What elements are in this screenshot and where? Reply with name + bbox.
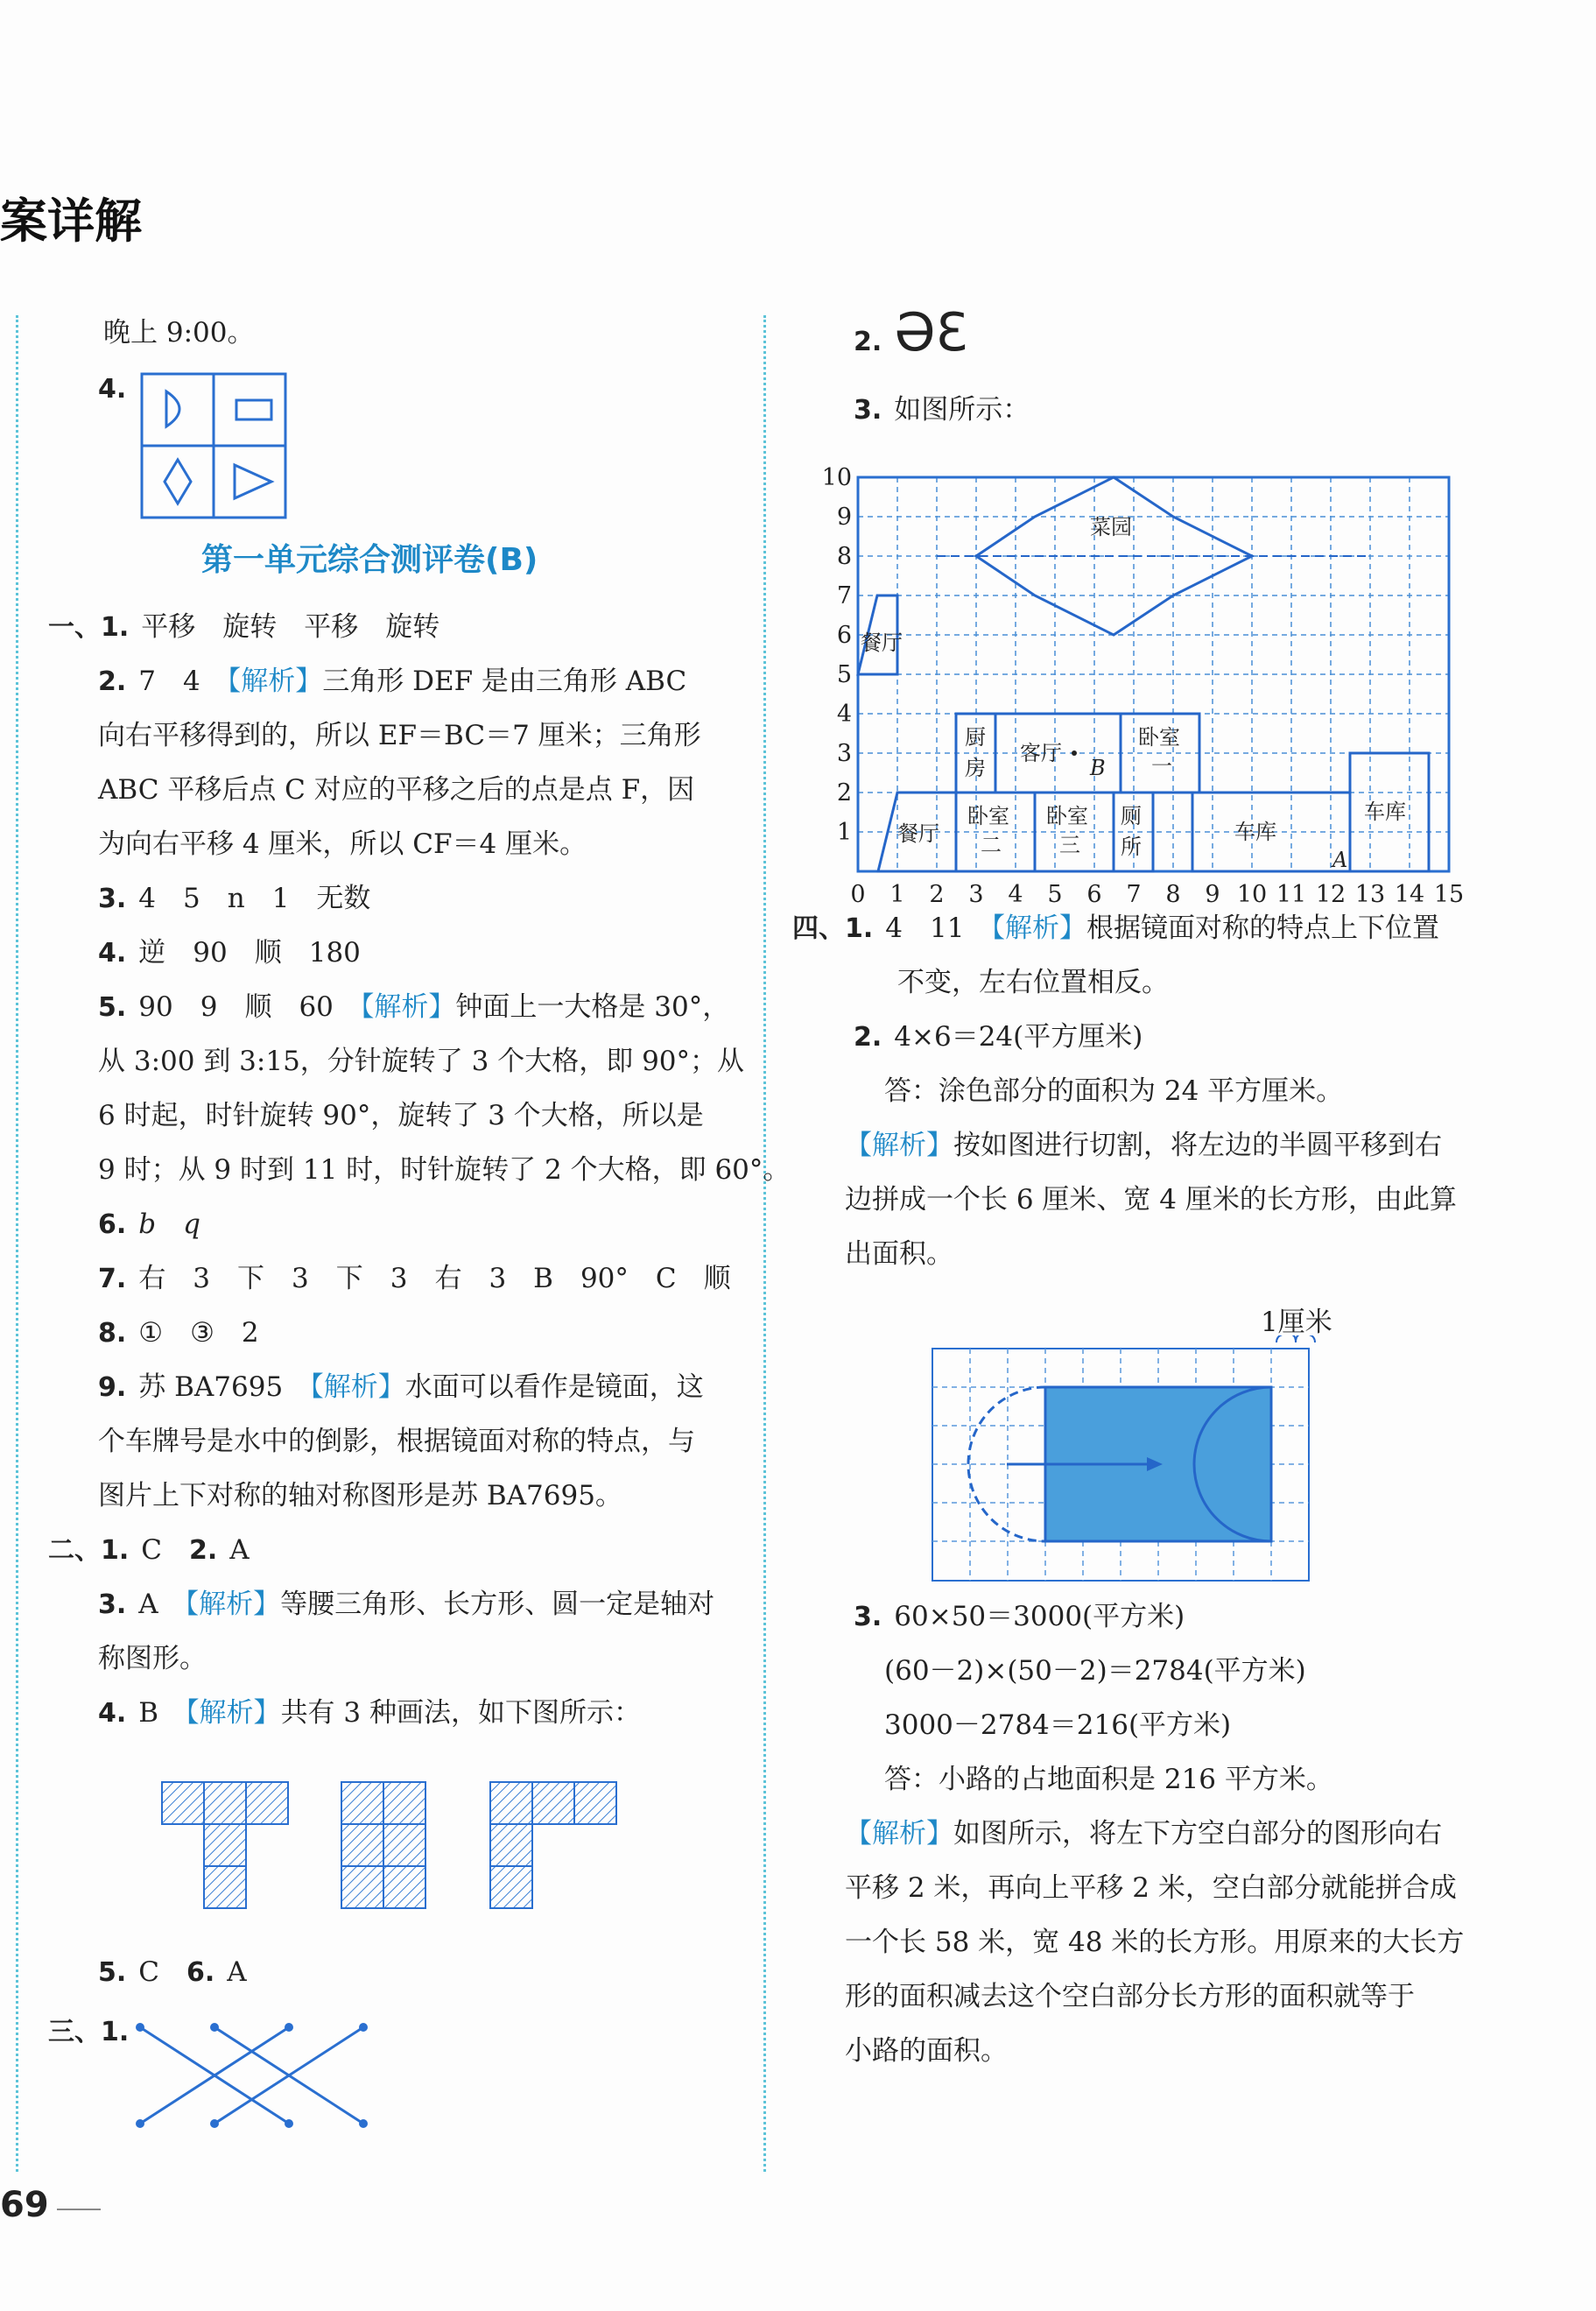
analysis-tag: 【解析】 xyxy=(845,1818,953,1850)
answer-line: (60－2)×(50－2)＝2784(平方米) xyxy=(884,1655,1306,1687)
answer-text: A xyxy=(138,1589,186,1620)
room-label: 卧室 xyxy=(1138,725,1180,750)
explanation-text: 三角形 DEF 是由三角形 ABC xyxy=(322,666,687,697)
question-number: 三、1. xyxy=(48,2017,130,2047)
answer-text: 逆 90 顺 180 xyxy=(138,937,361,969)
room-label: 厨 xyxy=(965,725,986,750)
answer-text: 60×50＝3000(平方米) xyxy=(894,1601,1185,1632)
question-number: 4. xyxy=(98,1698,127,1729)
diamond-icon xyxy=(165,460,191,504)
floor-plan-grid xyxy=(810,460,1475,915)
answer-line: 答：小路的占地面积是 216 平方米。 xyxy=(884,1764,1333,1795)
explanation-line: 6 时起，时针旋转 90°，旋转了 3 个大格，所以是 xyxy=(98,1100,704,1131)
answer-text: C xyxy=(138,1956,187,1988)
explanation-line: 出面积。 xyxy=(845,1238,953,1270)
room-label: 卧室 xyxy=(967,804,1009,828)
point-b-dot xyxy=(1072,750,1077,756)
room-label: 车库 xyxy=(1364,800,1406,824)
room-label: 所 xyxy=(1121,835,1142,859)
three-drawings-figure xyxy=(158,1778,622,1918)
question-number: 四、1. xyxy=(792,913,874,944)
explanation-line: 不变，左右位置相反。 xyxy=(897,967,1169,998)
question-number: 2. xyxy=(98,666,127,697)
answer-text: A xyxy=(229,1534,250,1566)
explanation-line: 一个长 58 米，宽 48 米的长方形。用原来的大长方 xyxy=(845,1927,1465,1958)
explanation-line: 称图形。 xyxy=(98,1643,207,1674)
y-tick-label: 4 xyxy=(836,701,852,728)
y-tick-label: 3 xyxy=(836,740,852,767)
room-label: 厕 xyxy=(1121,804,1142,828)
explanation-text: 水面可以看作是镜面，这 xyxy=(404,1371,704,1403)
x-tick-label: 14 xyxy=(1394,881,1425,908)
question-number: 一、1. xyxy=(48,612,130,643)
question-number: 2. xyxy=(854,1022,882,1053)
triangle-icon xyxy=(235,465,271,498)
room-label: 餐厅 xyxy=(897,821,939,846)
column-divider-middle xyxy=(763,315,766,2172)
x-tick-label: 12 xyxy=(1315,881,1346,908)
y-tick-label: 9 xyxy=(836,504,852,531)
answer-text: C xyxy=(141,1534,190,1566)
room-label: 房 xyxy=(965,756,986,780)
semicircle-translation-figure xyxy=(928,1335,1322,1589)
analysis-tag: 【解析】 xyxy=(845,1130,953,1161)
x-tick-label: 1 xyxy=(889,881,905,908)
answer-text: A xyxy=(227,1956,247,1988)
x-tick-label: 0 xyxy=(850,881,866,908)
explanation-line: 为向右平移 4 厘米，所以 CF＝4 厘米。 xyxy=(98,828,587,860)
question-number: 7. xyxy=(98,1264,127,1294)
x-tick-label: 13 xyxy=(1354,881,1386,908)
room-label: 车库 xyxy=(1234,820,1276,844)
scale-label: 1厘米 xyxy=(1261,1307,1332,1338)
answer-text: 右 3 下 3 下 3 右 3 B 90° C 顺 xyxy=(138,1263,731,1294)
explanation-line: 从 3:00 到 3:15，分针旋转了 3 个大格，即 90°；从 xyxy=(98,1046,745,1077)
question-number: 2. xyxy=(189,1535,218,1566)
mirror-letters: ƏƐ xyxy=(894,302,968,363)
question-number: 3. xyxy=(854,395,882,426)
room-label: 菜园 xyxy=(1090,515,1132,539)
page-header-title: 案详解 xyxy=(0,194,142,249)
question-number: 二、1. xyxy=(48,1535,130,1566)
brace-icon xyxy=(1276,1335,1315,1342)
x-tick-label: 9 xyxy=(1205,881,1220,908)
page-number-rule xyxy=(57,2209,101,2210)
question-number: 4. xyxy=(98,374,127,405)
y-tick-label: 7 xyxy=(836,582,852,609)
answer-text: 7 4 xyxy=(138,666,228,697)
analysis-tag: 【解析】 xyxy=(227,666,323,697)
question-number: 8. xyxy=(98,1318,127,1349)
x-tick-label: 4 xyxy=(1008,881,1023,908)
x-tick-label: 3 xyxy=(968,881,984,908)
question-number: 6. xyxy=(98,1209,127,1240)
column-divider-left xyxy=(16,315,18,2172)
x-tick-label: 6 xyxy=(1086,881,1102,908)
answer-text: 4 11 xyxy=(885,912,992,944)
question-number: 3. xyxy=(98,884,127,914)
answer-text: 4×6＝24(平方厘米) xyxy=(894,1021,1143,1053)
x-tick-label: 7 xyxy=(1126,881,1142,908)
explanation-line: 形的面积减去这个空白部分长方形的面积就等于 xyxy=(845,1981,1415,2012)
answer-text: B xyxy=(138,1697,186,1729)
question-number: 3. xyxy=(854,1602,882,1632)
y-tick-label: 6 xyxy=(836,622,852,649)
explanation-line: ABC 平移后点 C 对应的平移之后的点是点 F，因 xyxy=(98,774,695,806)
explanation-text: 等腰三角形、长方形、圆一定是轴对 xyxy=(280,1589,715,1620)
answer-text: 苏 BA7695 xyxy=(138,1371,311,1403)
question-number: 5. xyxy=(98,992,127,1023)
explanation-line: 个车牌号是水中的倒影，根据镜面对称的特点，与 xyxy=(98,1426,695,1457)
answer-text: 4 5 n 1 无数 xyxy=(138,883,371,914)
explanation-line: 平移 2 米，再向上平移 2 米，空白部分就能拼合成 xyxy=(845,1872,1457,1904)
question-number: 4. xyxy=(98,938,127,969)
x-tick-label: 5 xyxy=(1047,881,1063,908)
answer-line: 3000－2784＝216(平方米) xyxy=(884,1709,1232,1741)
room-label: 一 xyxy=(1151,754,1172,779)
explanation-line: 小路的面积。 xyxy=(845,2035,1008,2067)
y-tick-label: 2 xyxy=(836,779,852,807)
x-tick-label: 2 xyxy=(929,881,945,908)
answer-text: 平移 旋转 平移 旋转 xyxy=(141,611,440,643)
explanation-text: 按如图进行切割，将左边的半圆平移到右 xyxy=(953,1130,1442,1161)
d-shape-icon xyxy=(166,391,179,426)
x-tick-label: 15 xyxy=(1433,881,1465,908)
analysis-tag: 【解析】 xyxy=(186,1697,281,1729)
room-label: 二 xyxy=(981,833,1002,857)
answer-text: b q xyxy=(138,1208,200,1240)
answer-line: 晚上 9:00。 xyxy=(103,317,255,349)
point-label: B xyxy=(1090,756,1106,780)
question-number: 5. xyxy=(98,1957,127,1988)
question-number: 2. xyxy=(854,327,882,357)
shapes-grid-figure xyxy=(140,372,289,521)
explanation-line: 9 时；从 9 时到 11 时，时针旋转了 2 个大格，即 60°。 xyxy=(98,1154,791,1186)
question-number: 9. xyxy=(98,1372,127,1403)
explanation-text: 如图所示，将左下方空白部分的图形向右 xyxy=(953,1818,1442,1850)
matching-lines-figure xyxy=(131,2014,394,2137)
x-tick-label: 11 xyxy=(1276,881,1307,908)
answer-line: 答：涂色部分的面积为 24 平方厘米。 xyxy=(884,1075,1344,1107)
l-shape-drawing xyxy=(490,1782,616,1908)
page-number: 69 xyxy=(0,2185,49,2225)
y-tick-label: 1 xyxy=(836,819,852,846)
point-label: A xyxy=(1332,848,1348,872)
room-label: 餐厅 xyxy=(861,631,903,655)
t-shape-drawing xyxy=(162,1782,288,1908)
section-title: 第一单元综合测评卷(B) xyxy=(201,542,538,578)
c-shape-drawing xyxy=(341,1782,425,1908)
room-label: 三 xyxy=(1059,833,1080,857)
y-tick-label: 10 xyxy=(821,464,852,491)
explanation-line: 边拼成一个长 6 厘米、宽 4 厘米的长方形，由此算 xyxy=(845,1184,1457,1215)
answer-text: ① ③ 2 xyxy=(138,1317,259,1349)
analysis-tag: 【解析】 xyxy=(185,1589,281,1620)
answer-text: 90 9 顺 60 xyxy=(138,991,361,1023)
y-tick-label: 5 xyxy=(836,661,852,688)
explanation-text: 共有 3 种画法，如下图所示： xyxy=(280,1697,641,1729)
question-number: 6. xyxy=(186,1957,215,1988)
answer-text: 如图所示： xyxy=(894,394,1030,426)
analysis-tag: 【解析】 xyxy=(310,1371,405,1403)
rectangle-icon xyxy=(236,400,271,419)
explanation-text: 根据镜面对称的特点上下位置 xyxy=(1086,912,1439,944)
question-number: 3. xyxy=(98,1589,127,1620)
y-tick-label: 8 xyxy=(836,543,852,570)
x-tick-label: 10 xyxy=(1236,881,1268,908)
analysis-tag: 【解析】 xyxy=(360,991,456,1023)
room-label: 客厅 xyxy=(1020,741,1062,765)
explanation-text: 钟面上一大格是 30°， xyxy=(455,991,730,1023)
explanation-line: 向右平移得到的，所以 EF＝BC＝7 厘米；三角形 xyxy=(98,720,701,751)
explanation-line: 图片上下对称的轴对称图形是苏 BA7695。 xyxy=(98,1480,622,1511)
room-label: 卧室 xyxy=(1046,804,1088,828)
analysis-tag: 【解析】 xyxy=(991,912,1086,944)
x-tick-label: 8 xyxy=(1165,881,1181,908)
